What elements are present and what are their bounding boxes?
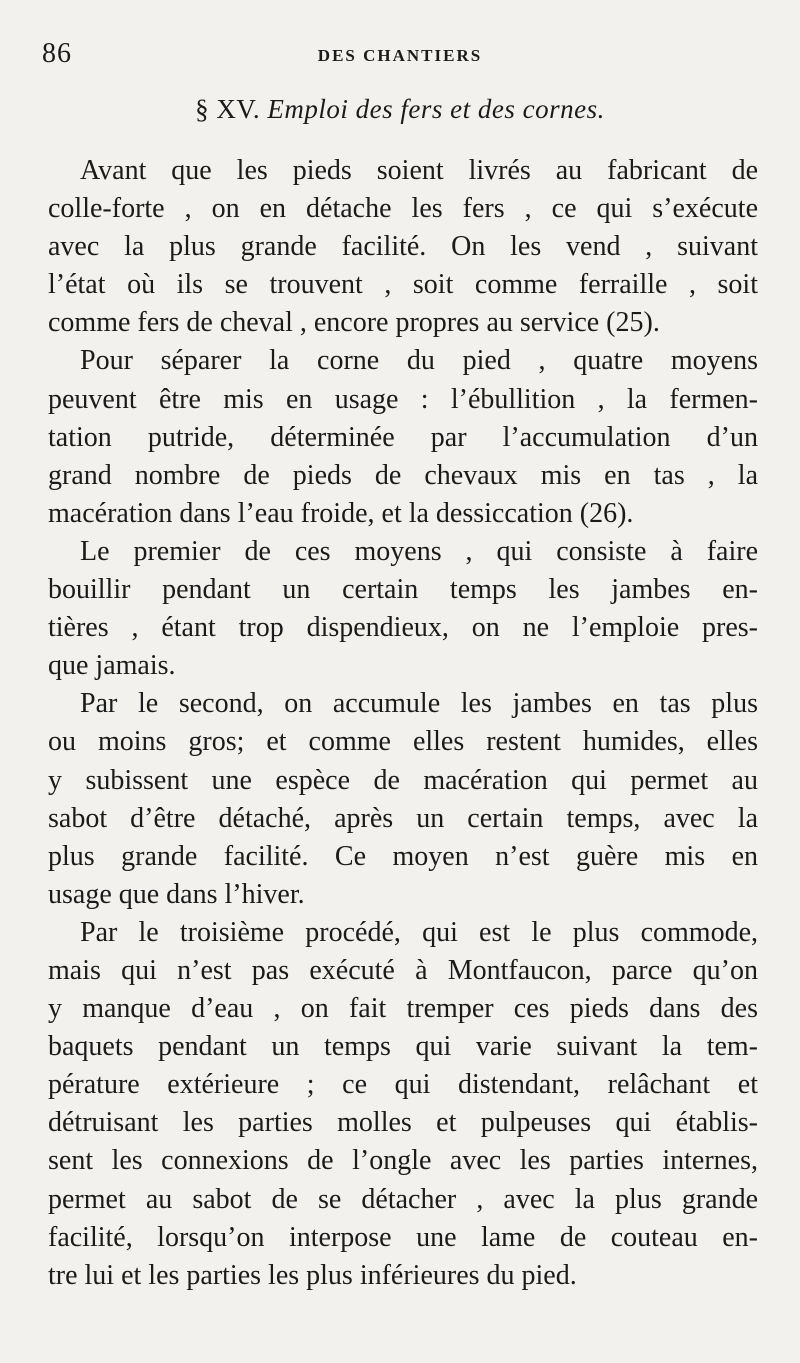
text-line: bouillir pendant un certain temps les jambes en- <box>48 574 758 606</box>
section-title <box>120 94 680 125</box>
text-line: Par le second, on accumule les jambes en tas plus <box>80 688 758 720</box>
text-line: facilité, lorsqu’on interpose une lame de couteau en- <box>48 1221 758 1253</box>
text-line: détruisant les parties molles et pulpeuses qui établis- <box>48 1107 758 1139</box>
text-line: sabot d’être détaché, après un certain temps, avec la <box>48 802 758 834</box>
text-line: colle-forte , on en détache les fers , ce qui s’exécute <box>48 193 758 225</box>
text-line: plus grande facilité. Ce moyen n’est guère mis en <box>48 840 758 872</box>
text-line: macération dans l’eau froide, et la dessiccation (26). <box>48 497 634 529</box>
text-line: tation putride, déterminée par l’accumulation d’un <box>48 421 758 453</box>
text-line: y subissent une espèce de macération qui permet au <box>48 764 758 796</box>
body-text <box>48 152 758 1295</box>
page-number: 86 <box>42 38 72 69</box>
section-heading: Emploi des fers et des cornes. <box>267 94 605 124</box>
text-line: mais qui n’est pas exécuté à Montfaucon, parce qu’on <box>48 954 758 986</box>
text-line: ou moins gros; et comme elles restent humides, elles <box>48 726 758 758</box>
text-line: usage que dans l’hiver. <box>48 878 305 910</box>
text-line: peuvent être mis en usage : l’ébullition , la fermen- <box>48 383 758 415</box>
text-line: sent les connexions de l’ongle avec les parties internes, <box>48 1145 758 1177</box>
text-line: avec la plus grande facilité. On les vend , suivant <box>48 231 758 263</box>
text-line: que jamais. <box>48 650 176 682</box>
text-line: pérature extérieure ; ce qui distendant, relâchant et <box>48 1069 758 1101</box>
section-number: § XV. <box>195 94 261 124</box>
text-line: grand nombre de pieds de chevaux mis en tas , la <box>48 459 758 491</box>
text-line: tre lui et les parties les plus inférieures du pied. <box>48 1259 577 1291</box>
text-line: Le premier de ces moyens , qui consiste à faire <box>80 535 758 567</box>
text-line: y manque d’eau , on fait tremper ces pieds dans des <box>48 993 758 1025</box>
running-head: DES CHANTIERS <box>317 46 483 65</box>
text-line: l’état où ils se trouvent , soit comme ferraille , soit <box>48 269 758 301</box>
page-header <box>42 38 758 78</box>
text-line: Par le troisième procédé, qui est le plus commode, <box>80 916 758 948</box>
text-line: Pour séparer la corne du pied , quatre moyens <box>80 345 758 377</box>
text-line: baquets pendant un temps qui varie suivant la tem- <box>48 1031 758 1063</box>
text-line: Avant que les pieds soient livrés au fabricant de <box>80 155 758 186</box>
text-line: permet au sabot de se détacher , avec la plus grande <box>48 1183 758 1215</box>
text-line: tières , étant trop dispendieux, on ne l’emploie pres- <box>48 612 758 644</box>
text-line: comme fers de cheval , encore propres au service (25). <box>48 307 660 339</box>
